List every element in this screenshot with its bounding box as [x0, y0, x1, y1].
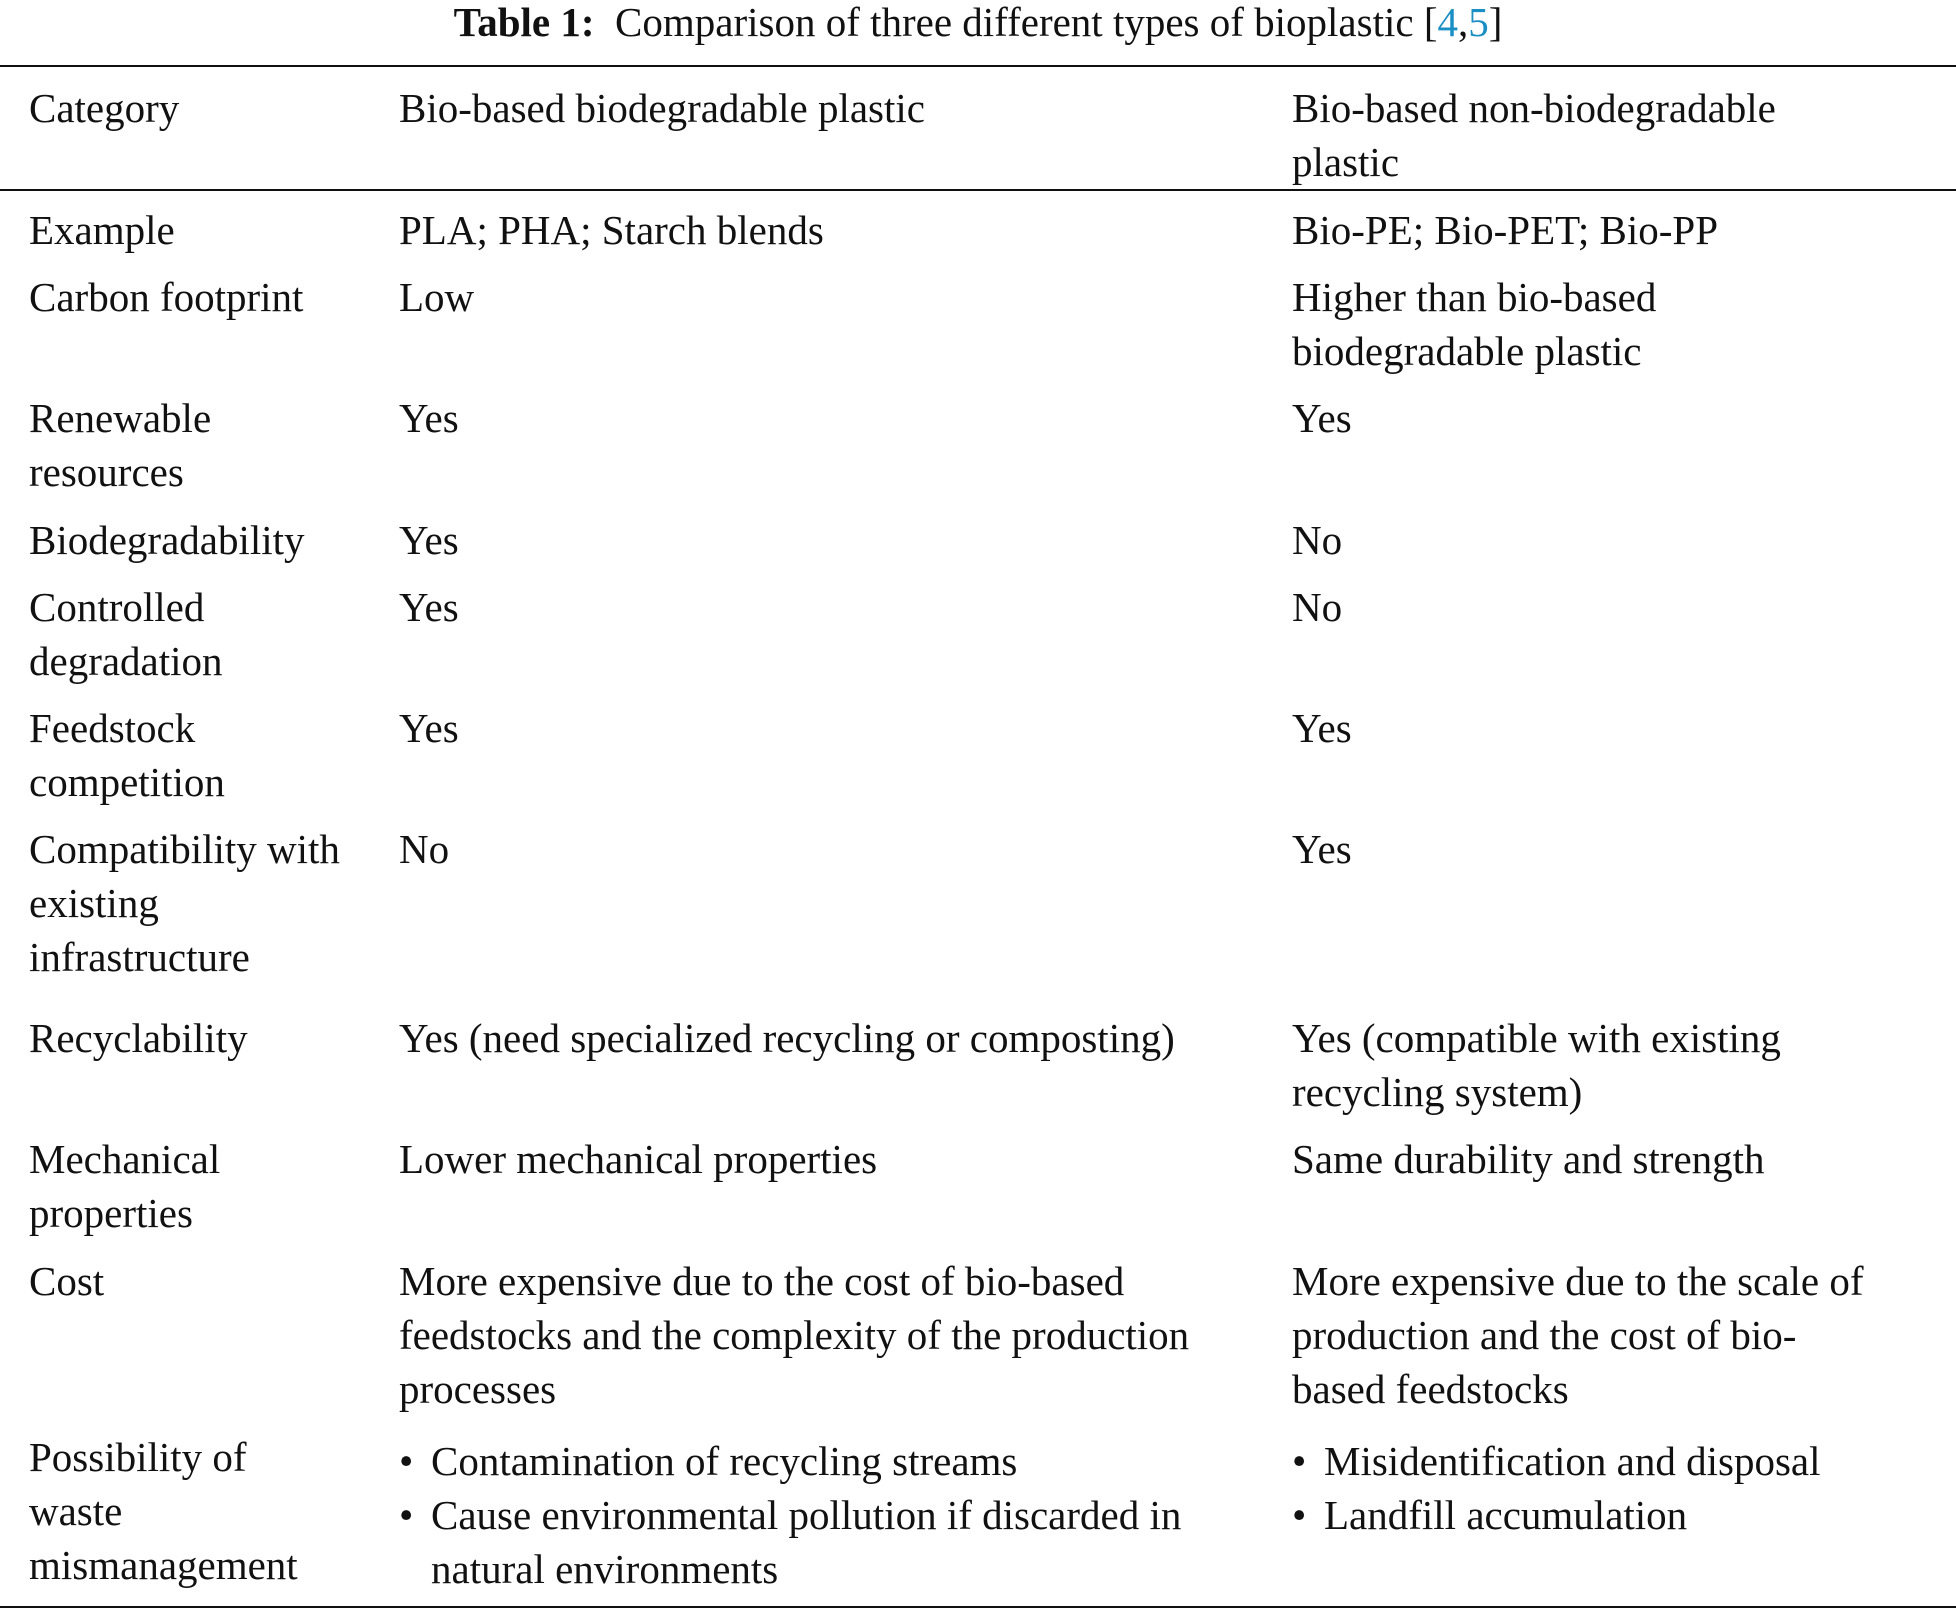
cell-line: mismanagement — [29, 1542, 298, 1588]
row-value-non-biodegradable — [1292, 1132, 1952, 1186]
list-item-text: Cause environmental pollution if discarded in — [431, 1492, 1182, 1538]
list-item-text: Landfill accumulation — [1324, 1492, 1688, 1538]
cell-line: More expensive due to the cost of bio-based — [399, 1258, 1125, 1304]
cell-line: Feedstock — [29, 705, 196, 751]
cell-line: Biodegradability — [29, 517, 305, 563]
row-value-biodegradable — [399, 391, 1294, 445]
header-non-biodegradable — [1292, 81, 1952, 189]
row-value-biodegradable — [399, 580, 1294, 634]
list-item-text: Contamination of recycling streams — [431, 1438, 1018, 1484]
cell-line: Yes (compatible with existing — [1292, 1015, 1781, 1061]
citation-link-5[interactable]: 5 — [1468, 0, 1489, 45]
row-value-non-biodegradable — [1292, 1434, 1952, 1542]
cell-line: competition — [29, 759, 225, 805]
cell-line: resources — [29, 449, 184, 495]
cell-line: processes — [399, 1366, 557, 1412]
header-biodegradable — [399, 81, 1294, 135]
cell-line: Cost — [29, 1258, 105, 1304]
cell-line: Yes — [399, 517, 459, 563]
cell-line: feedstocks and the complexity of the production — [399, 1312, 1190, 1358]
cell-line: Yes — [399, 395, 459, 441]
row-label — [29, 1430, 389, 1592]
cell-line: Carbon footprint — [29, 274, 304, 320]
row-label — [29, 203, 389, 257]
cell-line: properties — [29, 1190, 193, 1236]
citation-close: ] — [1488, 0, 1503, 45]
cell-line: Lower mechanical properties — [399, 1136, 878, 1182]
cell-line: Mechanical — [29, 1136, 221, 1182]
citation-separator: , — [1457, 0, 1469, 45]
cell-line: PLA; PHA; Starch blends — [399, 207, 824, 253]
cell-line: Example — [29, 207, 175, 253]
cell-line: degradation — [29, 638, 223, 684]
row-value-biodegradable — [399, 1011, 1294, 1065]
list-item — [1292, 1488, 1952, 1542]
header-biodegradable-line: Bio-based biodegradable plastic — [399, 85, 925, 131]
row-value-biodegradable — [399, 513, 1294, 567]
row-value-biodegradable — [399, 822, 1294, 876]
cell-line: No — [399, 826, 450, 872]
cell-line: Yes — [1292, 826, 1352, 872]
table-caption-text: Comparison of three different types of bioplastic — [615, 0, 1414, 45]
header-category-line: Category — [29, 85, 180, 131]
list-item-continuation: natural environments — [431, 1546, 779, 1592]
cell-line: Yes — [399, 705, 459, 751]
citation-open: [ — [1423, 0, 1438, 45]
row-label — [29, 701, 389, 809]
row-label — [29, 391, 389, 499]
cell-line: based feedstocks — [1292, 1366, 1569, 1412]
citation-link-4[interactable]: 4 — [1437, 0, 1458, 45]
list-item-text: Misidentification and disposal — [1324, 1438, 1821, 1484]
row-value-non-biodegradable — [1292, 1011, 1952, 1119]
row-value-biodegradable — [399, 1434, 1294, 1596]
cell-line: Yes — [399, 584, 459, 630]
row-value-biodegradable — [399, 270, 1294, 324]
cell-line: More expensive due to the scale of — [1292, 1258, 1864, 1304]
row-value-non-biodegradable — [1292, 822, 1952, 876]
row-value-biodegradable — [399, 701, 1294, 755]
cell-line: Controlled — [29, 584, 205, 630]
row-label — [29, 1254, 389, 1308]
cell-line: Same durability and strength — [1292, 1136, 1765, 1182]
row-label — [29, 580, 389, 688]
table-top-rule — [0, 65, 1956, 67]
cell-line: production and the cost of bio- — [1292, 1312, 1797, 1358]
cell-line: existing — [29, 880, 159, 926]
cell-line: Yes — [1292, 395, 1352, 441]
row-value-non-biodegradable — [1292, 1254, 1952, 1416]
cell-line: Possibility of — [29, 1434, 247, 1480]
cell-line: Yes — [1292, 705, 1352, 751]
bullet-icon: • — [1292, 1492, 1307, 1538]
bullet-icon: • — [1292, 1438, 1307, 1484]
header-category — [29, 81, 389, 135]
cell-line: Compatibility with — [29, 826, 340, 872]
row-value-non-biodegradable — [1292, 580, 1952, 634]
header-non-biodegradable-line: Bio-based non-biodegradable — [1292, 85, 1776, 131]
cell-line: Low — [399, 274, 475, 320]
row-value-biodegradable — [399, 1132, 1294, 1186]
list-item — [399, 1488, 1294, 1542]
row-value-non-biodegradable — [1292, 270, 1952, 378]
cell-line: Renewable — [29, 395, 212, 441]
bullet-icon: • — [399, 1438, 414, 1484]
row-value-biodegradable — [399, 203, 1294, 257]
bullet-icon: • — [399, 1492, 414, 1538]
table-caption-label: Table 1: — [453, 0, 595, 45]
cell-line: Bio-PE; Bio-PET; Bio-PP — [1292, 207, 1719, 253]
cell-line: No — [1292, 584, 1343, 630]
list-item — [399, 1434, 1294, 1488]
cell-line: No — [1292, 517, 1343, 563]
table-header-rule — [0, 189, 1956, 191]
cell-line: Yes (need specialized recycling or composting) — [399, 1015, 1175, 1061]
row-label — [29, 822, 389, 984]
cell-line: biodegradable plastic — [1292, 328, 1642, 374]
row-value-non-biodegradable — [1292, 701, 1952, 755]
row-label — [29, 270, 389, 324]
row-label — [29, 1132, 389, 1240]
list-item — [1292, 1434, 1952, 1488]
row-value-non-biodegradable — [1292, 513, 1952, 567]
cell-line: Recyclability — [29, 1015, 248, 1061]
row-label — [29, 1011, 389, 1065]
cell-line: Higher than bio-based — [1292, 274, 1657, 320]
cell-line: infrastructure — [29, 934, 250, 980]
row-label — [29, 513, 389, 567]
cell-line: waste — [29, 1488, 123, 1534]
row-value-non-biodegradable — [1292, 391, 1952, 445]
row-value-non-biodegradable — [1292, 203, 1952, 257]
cell-line: recycling system) — [1292, 1069, 1583, 1115]
table-bottom-rule — [0, 1606, 1956, 1608]
header-non-biodegradable-line: plastic — [1292, 139, 1400, 185]
table-caption — [0, 0, 1956, 48]
row-value-biodegradable — [399, 1254, 1294, 1416]
